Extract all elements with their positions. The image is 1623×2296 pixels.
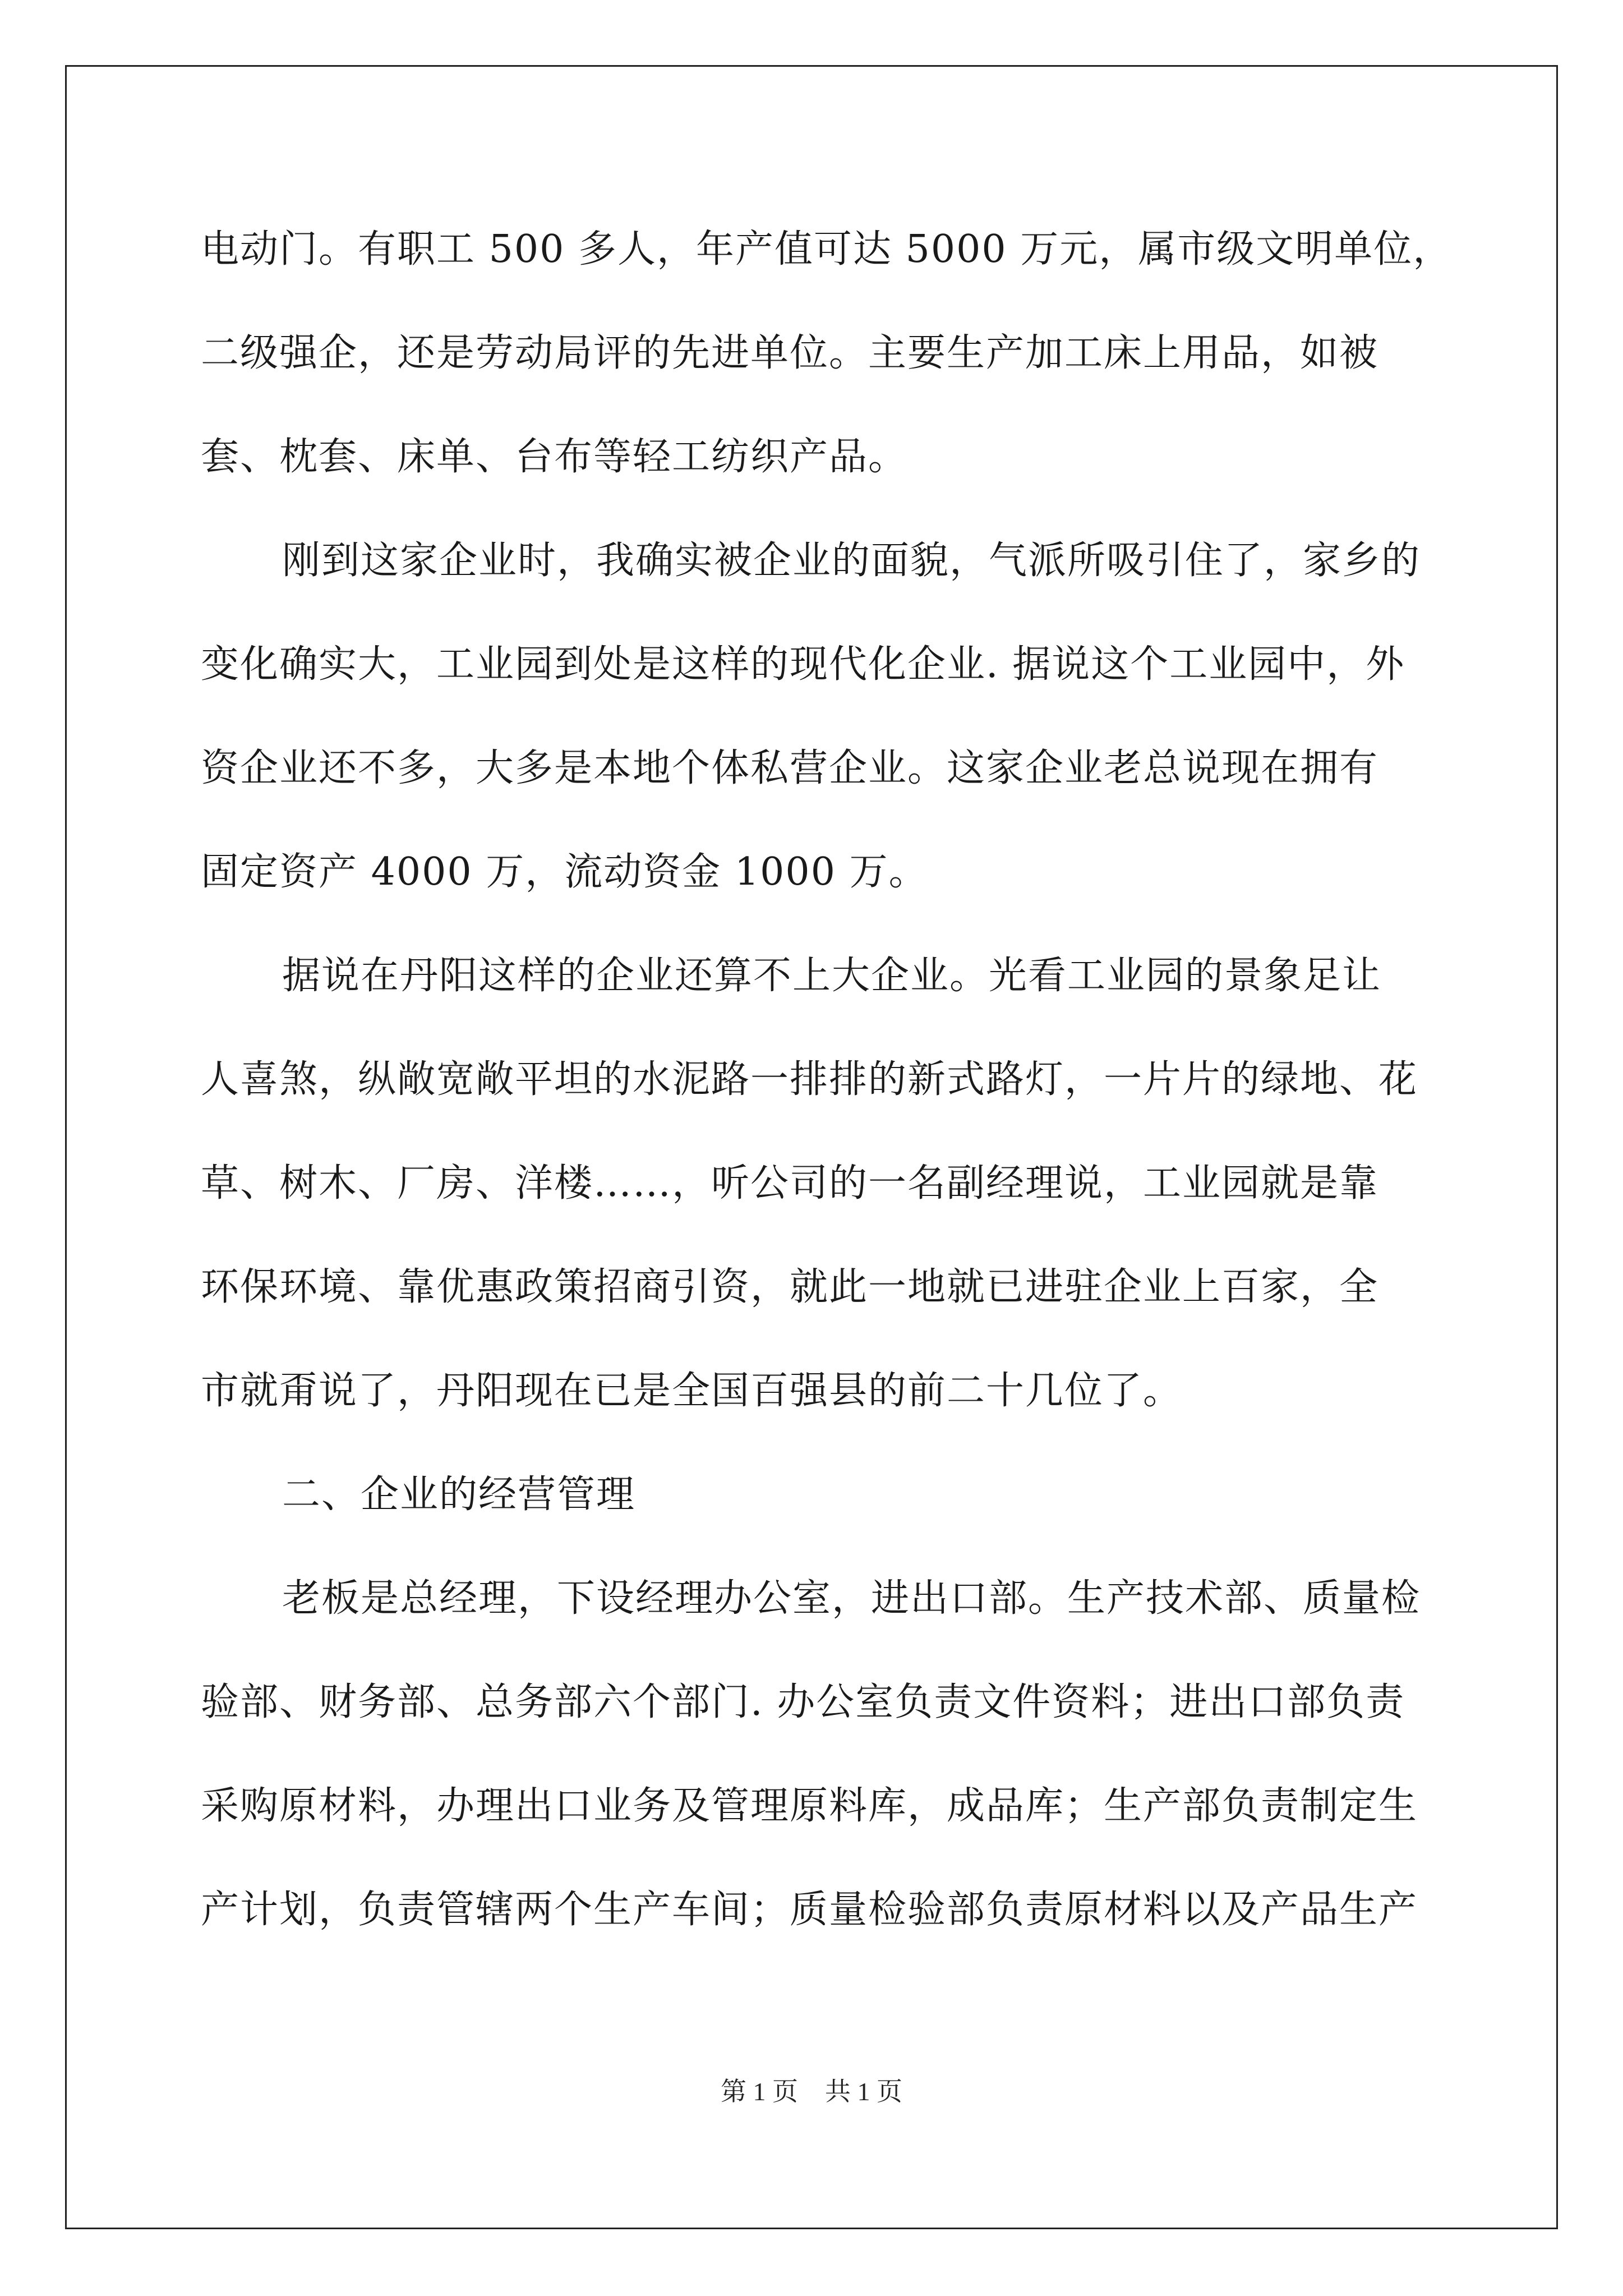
text-line: 资企业还不多，大多是本地个体私营企业。这家企业老总说现在拥有: [201, 746, 1379, 790]
text-line: 产计划，负责管辖两个生产车间；质量检验部负责原材料以及产品生产: [201, 1888, 1418, 1932]
page-number: 第 1 页: [721, 2077, 798, 2106]
paragraph-start-line: 据说在丹阳这样的企业还算不上大企业。光看工业园的景象足让: [282, 954, 1382, 998]
text-line: 二级强企，还是劳动局评的先进单位。主要生产加工床上用品，如被: [201, 331, 1379, 375]
paragraph-start-line: 老板是总经理，下设经理办公室，进出口部。生产技术部、质量检: [282, 1576, 1421, 1621]
text-line: 草、树木、厂房、洋楼……，听公司的一名副经理说，工业园就是靠: [201, 1161, 1379, 1205]
text-line: 电动门。有职工 500 多人，年产值可达 5000 万元，属市级文明单位，: [201, 227, 1453, 272]
section-heading: 二、企业的经营管理: [282, 1473, 636, 1517]
text-line: 套、枕套、床单、台布等轻工纺织产品。: [201, 435, 908, 479]
page-footer: [0, 2071, 1623, 2108]
text-line: 环保环境、靠优惠政策招商引资，就此一地就已进驻企业上百家，全: [201, 1265, 1379, 1309]
page-total: 共 1 页: [825, 2077, 902, 2106]
paragraph-start-line: 刚到这家企业时，我确实被企业的面貌，气派所吸引住了，家乡的: [282, 539, 1421, 583]
text-line: 变化确实大，工业园到处是这样的现代化企业. 据说这个工业园中，外: [201, 642, 1405, 687]
text-line: 市就甭说了，丹阳现在已是全国百强县的前二十几位了。: [201, 1369, 1183, 1413]
text-line: 人喜煞，纵敞宽敞平坦的水泥路一排排的新式路灯，一片片的绿地、花: [201, 1057, 1418, 1102]
text-line: 验部、财务部、总务部六个部门. 办公室负责文件资料；进出口部负责: [201, 1680, 1405, 1724]
document-body: [201, 213, 1453, 1977]
text-line: 固定资产 4000 万，流动资金 1000 万。: [201, 850, 928, 894]
text-line: 采购原材料，办理出口业务及管理原料库，成品库；生产部负责制定生: [201, 1784, 1418, 1828]
